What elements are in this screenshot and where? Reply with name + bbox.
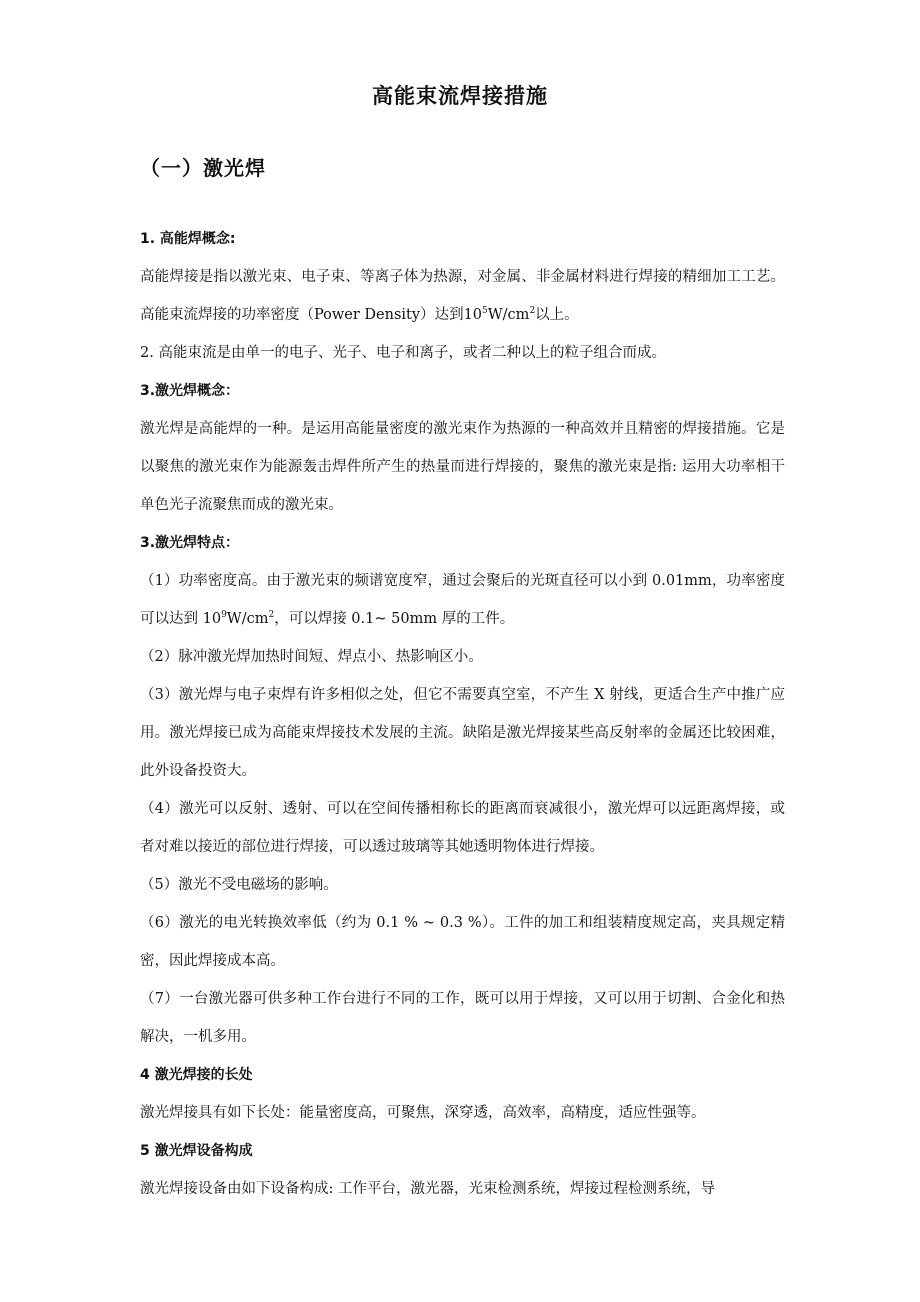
paragraph-advantages: 激光焊接具有如下长处：能量密度高，可聚焦，深穿透，高效率，高精度，适应性强等。 (140, 1105, 706, 1121)
feature-1 (140, 562, 785, 638)
heading-advantages: 4 激光焊接的长处 (140, 1067, 253, 1083)
paragraph-equipment: 激光焊接设备由如下设备构成: 工作平台，激光器，光束检测系统，焊接过程检测系统，导 (140, 1181, 715, 1197)
feature-2: （2）脉冲激光焊加热时间短、焊点小、热影响区小。 (140, 649, 483, 665)
feature-text-end: ，可以焊接 0.1~ 50mm 厚的工件。 (274, 611, 515, 627)
unit-text: W/cm (226, 611, 269, 627)
paragraph-end: 以上。 (535, 307, 579, 323)
heading-high-energy-concept: 1. 高能焊概念: (140, 231, 236, 247)
power-exponent: 9 (221, 610, 227, 621)
feature-text: （1）功率密度高。由于激光束的频谱宽度窄，通过会聚后的光斑直径可以小到 0.01mm，功率密度可以达到 (140, 573, 785, 627)
heading-equipment: 5 激光焊设备构成 (140, 1143, 253, 1159)
unit-text: W/cm (487, 307, 530, 323)
heading-laser-features: 3.激光焊特点： (140, 535, 240, 551)
feature-6: （6）激光的电光转换效率低（约为 0.1 % ~ 0.3 %）。工件的加工和组装精度规定高，夹具规定精密，因此焊接成本高。 (140, 915, 785, 969)
document-body (140, 220, 785, 1208)
paragraph-high-energy-definition (140, 258, 785, 334)
paragraph-laser-definition: 激光焊是高能焊的一种。是运用高能量密度的激光束作为热源的一种高效并且精密的焊接措施。它是以聚焦的激光束作为能源轰击焊件所产生的热量而进行焊接的，聚焦的激光束是指: 运用大功率相干单色光子流聚焦而成的激光束。 (140, 421, 785, 513)
feature-3: （3）激光焊与电子束焊有许多相似之处，但它不需要真空室，不产生 X 射线，更适合生产中推广应用。激光焊接已成为高能束焊接技术发展的主流。缺陷是激光焊接某些高反射率的金属还比较困难，此外设备投资大。 (140, 687, 785, 779)
section-heading: （一）激光焊 (140, 156, 266, 180)
heading-laser-concept: 3.激光焊概念： (140, 383, 240, 399)
power-base: 10 (202, 611, 222, 627)
power-base: 10 (463, 307, 483, 323)
feature-5: （5）激光不受电磁场的影响。 (140, 877, 338, 893)
power-exponent: 5 (482, 306, 488, 317)
feature-4: （4）激光可以反射、透射、可以在空间传播相称长的距离而衰减很小，激光焊可以远距离焊接，或者对难以接近的部位进行焊接，可以透过玻璃等其她透明物体进行焊接。 (140, 801, 785, 855)
paragraph-beam-composition: 2. 高能束流是由单一的电子、光子、电子和离子，或者二种以上的粒子组合而成。 (140, 345, 666, 361)
document-title: 高能束流焊接措施 (372, 84, 548, 108)
unit-exponent: 2 (529, 306, 536, 317)
paragraph-text: 高能焊接是指以激光束、电子束、等离子体为热源，对金属、非金属材料进行焊接的精细加工工艺。高能束流焊接的功率密度（Power Density）达到 (140, 269, 785, 323)
unit-exponent: 2 (268, 610, 275, 621)
feature-7: （7）一台激光器可供多种工作台进行不同的工作，既可以用于焊接，又可以用于切割、合金化和热解决，一机多用。 (140, 991, 785, 1045)
